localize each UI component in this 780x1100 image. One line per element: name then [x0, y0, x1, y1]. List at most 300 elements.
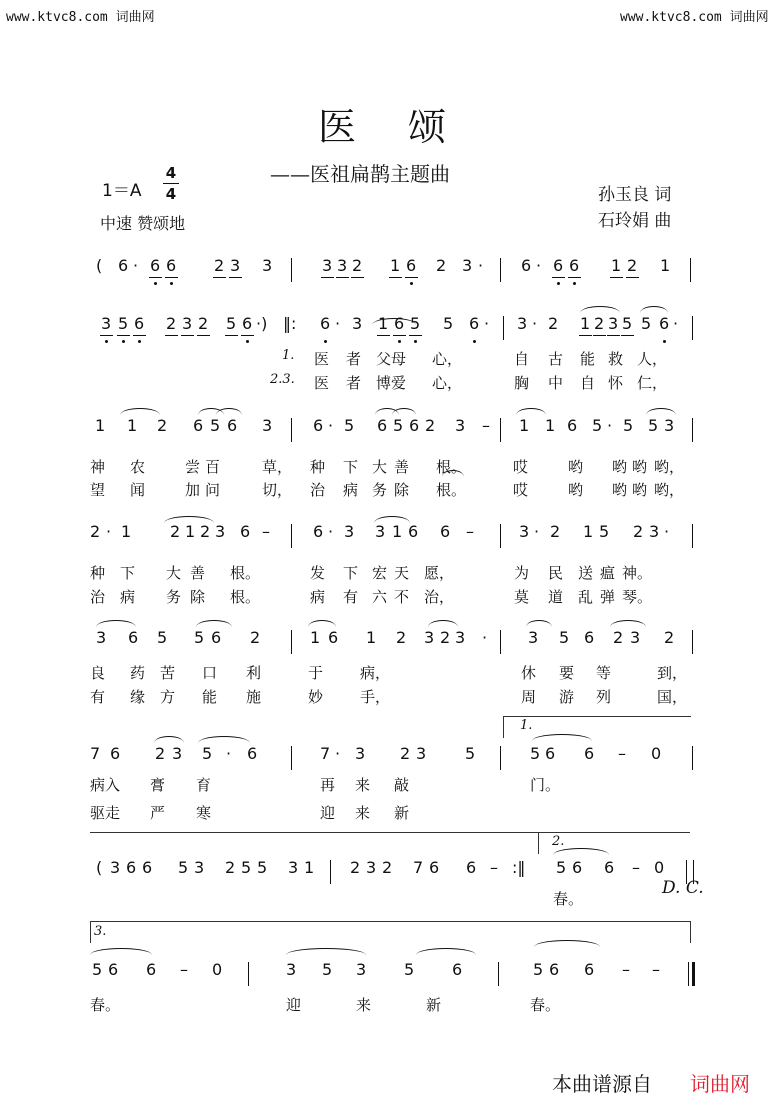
lyric-syllable: 病入: [90, 776, 121, 794]
note: 3: [322, 256, 333, 275]
note: 6: [150, 256, 161, 275]
note: 2: [425, 416, 436, 435]
note: –: [180, 960, 188, 979]
note: (: [96, 256, 103, 275]
slur-mark: [96, 620, 136, 627]
slur-mark: [90, 948, 152, 955]
note: 2: [613, 628, 624, 647]
note: 6: [242, 314, 253, 333]
lower-octave-dot: [557, 282, 560, 285]
eighth-underline: [621, 335, 634, 336]
lyric-syllable: 再: [320, 776, 336, 794]
note: 5: [622, 314, 633, 333]
volta-edge: [690, 921, 691, 943]
volta-line: [90, 921, 690, 922]
lyric-syllable: 哟: [568, 458, 584, 476]
note: ·: [532, 314, 538, 333]
note: 2: [440, 628, 451, 647]
lyric-syllable: 春。: [530, 996, 561, 1014]
slur-mark: [516, 408, 546, 415]
eighth-underline: [133, 335, 146, 336]
lyric-syllable: 闻: [130, 481, 146, 499]
lyric-syllable: 宏: [372, 564, 388, 582]
slur-mark: [372, 318, 416, 325]
lower-octave-dot: [246, 340, 249, 343]
note: ·: [133, 256, 139, 275]
lyric-syllable: 哟: [632, 458, 648, 476]
note: 3: [230, 256, 241, 275]
lyric-syllable: 下: [343, 458, 359, 476]
volta-edge: [538, 832, 539, 854]
note: 1: [378, 314, 389, 333]
lyric-syllable: 新: [394, 804, 410, 822]
note: 5: [443, 314, 454, 333]
lower-octave-dot: [154, 282, 157, 285]
note: 5: [322, 960, 333, 979]
note: 7: [90, 744, 101, 763]
lyric-syllable: 方: [160, 688, 176, 706]
lyric-syllable: 根。: [436, 458, 467, 476]
slur-mark: [416, 948, 476, 955]
lower-octave-dot: [414, 340, 417, 343]
lyric-syllable: 敲: [394, 776, 410, 794]
slur-mark: [646, 408, 676, 415]
eighth-underline: [229, 277, 242, 278]
note: 1: [519, 416, 530, 435]
eighth-underline: [100, 335, 113, 336]
note: –: [466, 522, 474, 541]
lower-octave-dot: [170, 282, 173, 285]
lyric-syllable: 新: [426, 996, 442, 1014]
lyric-syllable: 善: [394, 458, 410, 476]
note: 6: [313, 522, 324, 541]
lyric-syllable: 莫: [514, 588, 530, 606]
note: 3: [528, 628, 539, 647]
lyric-syllable: 妙: [308, 688, 324, 706]
eighth-underline: [626, 277, 639, 278]
note: 3: [288, 858, 299, 877]
lyric-syllable: 药: [130, 664, 146, 682]
note: –: [618, 744, 626, 763]
note: 5: [118, 314, 129, 333]
lyric-syllable: 神。: [622, 564, 653, 582]
eighth-underline: [181, 335, 194, 336]
barline: [692, 524, 693, 548]
note: ·: [534, 522, 540, 541]
note: 6: [211, 628, 222, 647]
note: 6: [521, 256, 532, 275]
note: 2: [90, 522, 101, 541]
note: 2: [627, 256, 638, 275]
note: 3: [194, 858, 205, 877]
note: ·: [482, 628, 488, 647]
eighth-underline: [336, 277, 349, 278]
note: 6: [193, 416, 204, 435]
note: 3: [649, 522, 660, 541]
lyric-syllable: 来: [355, 776, 371, 794]
note: 3: [262, 416, 273, 435]
lyric-syllable: 父母: [376, 350, 407, 368]
eighth-underline: [405, 277, 418, 278]
note: 6: [409, 416, 420, 435]
lyric-syllable: 琴。: [622, 588, 653, 606]
lyric-syllable: 有: [343, 588, 359, 606]
lyric-syllable: 寒: [196, 804, 212, 822]
note: 2: [664, 628, 675, 647]
note: 5: [257, 858, 268, 877]
eighth-underline: [321, 277, 334, 278]
watermark-left: www.ktvc8.com 词曲网: [6, 10, 155, 25]
note: 1: [390, 256, 401, 275]
note: 5: [157, 628, 168, 647]
lyric-syllable: 胸: [514, 374, 530, 392]
note: 3: [462, 256, 473, 275]
lyric-syllable: 哎: [513, 481, 529, 499]
eighth-underline: [351, 277, 364, 278]
note: 3: [664, 416, 675, 435]
note: 1: [660, 256, 671, 275]
time-signature-bottom: 4: [165, 185, 177, 203]
lyric-syllable: 病: [310, 588, 326, 606]
slur-mark: [526, 620, 552, 627]
note: 6: [466, 858, 477, 877]
lyric-syllable: 怀: [608, 374, 624, 392]
note: 2: [550, 522, 561, 541]
eighth-underline: [607, 335, 620, 336]
note: 2: [157, 416, 168, 435]
lyric-syllable: 自: [514, 350, 530, 368]
note: 0: [212, 960, 223, 979]
note: 6: [604, 858, 615, 877]
lyric-syllable: 膏: [150, 776, 166, 794]
note: 5: [226, 314, 237, 333]
note: 2: [250, 628, 261, 647]
note: 2: [350, 858, 361, 877]
note: ·: [335, 744, 341, 763]
eighth-underline: [213, 277, 226, 278]
lower-octave-dot: [410, 282, 413, 285]
lyric-syllable: 为: [514, 564, 530, 582]
barline: [692, 418, 693, 442]
note: 5: [194, 628, 205, 647]
barline: [692, 746, 693, 770]
note: 6: [408, 522, 419, 541]
lyric-syllable: 哟: [612, 481, 628, 499]
lyric-syllable: 国，: [657, 688, 688, 706]
barline: [690, 258, 691, 282]
slur-mark: [392, 408, 416, 415]
note: 3: [517, 314, 528, 333]
barline: [498, 962, 499, 986]
lyric-syllable: 驱走: [90, 804, 121, 822]
note: 6: [567, 416, 578, 435]
note: 3: [352, 314, 363, 333]
lyric-syllable: 除: [394, 481, 410, 499]
eighth-underline: [241, 335, 254, 336]
note: 5: [530, 744, 541, 763]
note: ·: [328, 522, 334, 541]
note: 6: [545, 744, 556, 763]
note: 2: [225, 858, 236, 877]
note: 2: [400, 744, 411, 763]
lower-octave-dot: [473, 340, 476, 343]
note: 6: [142, 858, 153, 877]
lyric-syllable: 中: [548, 374, 564, 392]
lyric-syllable: 到，: [657, 664, 688, 682]
barline: [291, 524, 292, 548]
note: 3: [630, 628, 641, 647]
note: 6: [240, 522, 251, 541]
eighth-underline: [117, 335, 130, 336]
note: 6: [118, 256, 129, 275]
note: 6: [553, 256, 564, 275]
lyric-syllable: 要: [559, 664, 575, 682]
note: 6: [110, 744, 121, 763]
note: 6: [440, 522, 451, 541]
note: 3: [416, 744, 427, 763]
tempo-marking: 中速 赞颂地: [100, 214, 186, 233]
eighth-underline: [610, 277, 623, 278]
lyricist-credit: 孙玉良 词: [598, 185, 672, 205]
lyric-syllable: 心，: [432, 374, 463, 392]
lower-octave-dot: [122, 340, 125, 343]
slur-mark: [580, 306, 620, 313]
watermark-right: www.ktvc8.com 词曲网: [620, 10, 769, 25]
lyric-syllable: 者: [346, 374, 362, 392]
note: 2: [166, 314, 177, 333]
note: 6: [108, 960, 119, 979]
lyric-syllable: 春。: [553, 890, 584, 908]
lyric-syllable: 大: [166, 564, 182, 582]
note: 5: [344, 416, 355, 435]
eighth-underline: [409, 335, 422, 336]
note: 6: [406, 256, 417, 275]
note: 6: [569, 256, 580, 275]
eighth-underline: [165, 335, 178, 336]
lyric-syllable: 哟: [632, 481, 648, 499]
lyric-syllable: 心，: [432, 350, 463, 368]
slur-mark: [164, 516, 214, 523]
lyric-syllable: 有: [90, 688, 106, 706]
lower-octave-dot: [138, 340, 141, 343]
lyric-syllable: 病，: [360, 664, 391, 682]
barline: [291, 746, 292, 770]
lyric-syllable: 望: [90, 481, 106, 499]
lyric-syllable: 周: [521, 688, 537, 706]
lyric-syllable: 天: [394, 564, 410, 582]
key-signature: 1＝A: [102, 181, 142, 201]
note: 6: [584, 960, 595, 979]
slur-mark: [640, 306, 668, 313]
note: 2: [155, 744, 166, 763]
eighth-underline: [225, 335, 238, 336]
slur-mark: [196, 620, 232, 627]
lyric-syllable: 能: [580, 350, 596, 368]
note: 5: [210, 416, 221, 435]
note: 6: [452, 960, 463, 979]
lyric-syllable: 人，: [637, 350, 668, 368]
note: 2: [396, 628, 407, 647]
slur-mark: [532, 734, 592, 741]
slur-mark: [198, 736, 250, 743]
lyric-syllable: 良: [90, 664, 106, 682]
note: 6: [584, 628, 595, 647]
note: 1: [392, 522, 403, 541]
note: 6: [394, 314, 405, 333]
composer-credit: 石玲娟 曲: [598, 211, 672, 231]
note: 6: [659, 314, 670, 333]
verse-number: 1.: [282, 348, 295, 363]
final-barline: [692, 962, 695, 986]
dc-marking: D. C.: [662, 878, 704, 898]
slur-mark: [610, 620, 646, 627]
lyric-syllable: 休: [521, 664, 537, 682]
note: 3: [96, 628, 107, 647]
note: ·: [536, 256, 542, 275]
note: 6: [320, 314, 331, 333]
eighth-underline: [389, 277, 402, 278]
note: 5: [178, 858, 189, 877]
lower-octave-dot: [663, 340, 666, 343]
lyric-syllable: 尝: [185, 458, 201, 476]
note: 6: [584, 744, 595, 763]
slur-mark: [428, 620, 458, 627]
eighth-underline: [197, 335, 210, 336]
eighth-underline: [568, 277, 581, 278]
lyric-syllable: 春。: [90, 996, 121, 1014]
barline: [500, 524, 501, 548]
note: 0: [654, 858, 665, 877]
lyric-syllable: 手，: [360, 688, 391, 706]
lyric-syllable: 苦: [160, 664, 176, 682]
eighth-underline: [149, 277, 162, 278]
lyric-syllable: 大: [372, 458, 388, 476]
lyric-syllable: 发: [310, 564, 326, 582]
note: 3: [355, 744, 366, 763]
volta-number: 2.: [552, 834, 565, 849]
note: 6: [126, 858, 137, 877]
note: 3: [215, 522, 226, 541]
barline: [500, 418, 501, 442]
note: 6: [328, 628, 339, 647]
slur-mark: [216, 408, 242, 415]
note: ·: [226, 744, 232, 763]
note: ‖:: [283, 314, 297, 333]
slur-mark: [286, 948, 366, 955]
barline: [692, 630, 693, 654]
barline: [291, 258, 292, 282]
note: 2: [198, 314, 209, 333]
note: –: [652, 960, 660, 979]
lyric-syllable: 瘟: [600, 564, 616, 582]
note: 1: [127, 416, 138, 435]
lyric-syllable: 病: [343, 481, 359, 499]
note: 1: [366, 628, 377, 647]
note: 6: [377, 416, 388, 435]
note: ·: [328, 416, 334, 435]
note: 3: [455, 416, 466, 435]
lyric-syllable: 务: [166, 588, 182, 606]
lyric-syllable: 根。: [436, 481, 467, 499]
lyric-syllable: 能: [202, 688, 218, 706]
lyric-syllable: 下: [120, 564, 136, 582]
lyric-syllable: 于: [308, 664, 324, 682]
note: 6: [134, 314, 145, 333]
lyric-syllable: 严: [150, 804, 166, 822]
barline: [330, 860, 331, 884]
lyric-syllable: 哟: [568, 481, 584, 499]
note: 3: [424, 628, 435, 647]
lyric-syllable: 古: [548, 350, 564, 368]
lyric-syllable: 弹: [600, 588, 616, 606]
note: –: [262, 522, 270, 541]
note: ·: [664, 522, 670, 541]
note: (: [96, 858, 103, 877]
note: 3: [172, 744, 183, 763]
note: 2: [200, 522, 211, 541]
note: 1: [310, 628, 321, 647]
lyric-syllable: 哎: [513, 458, 529, 476]
note: 2: [548, 314, 559, 333]
lyric-syllable: 送: [578, 564, 594, 582]
note: 3: [182, 314, 193, 333]
note: 6: [313, 416, 324, 435]
lyric-syllable: 仁，: [637, 374, 668, 392]
note: 6: [429, 858, 440, 877]
lyric-syllable: 哟: [612, 458, 628, 476]
lyric-syllable: 神: [90, 458, 106, 476]
slur-mark: [374, 516, 410, 523]
lyric-syllable: 游: [559, 688, 575, 706]
note: 5: [533, 960, 544, 979]
lyric-syllable: 务: [372, 481, 388, 499]
note: 5: [559, 628, 570, 647]
lyric-syllable: 草，: [262, 458, 293, 476]
lyric-syllable: 下: [343, 564, 359, 582]
slur-mark: [120, 408, 160, 415]
note: 3: [608, 314, 619, 333]
note: 5: [404, 960, 415, 979]
lyric-syllable: 哟，: [654, 481, 685, 499]
lyric-syllable: 自: [580, 374, 596, 392]
note: 1: [95, 416, 106, 435]
note: 2: [170, 522, 181, 541]
note: 2: [382, 858, 393, 877]
note: –: [482, 416, 490, 435]
volta-edge: [503, 716, 504, 738]
lyric-syllable: 根。: [230, 564, 261, 582]
note: 1: [304, 858, 315, 877]
note: 1: [185, 522, 196, 541]
lower-octave-dot: [398, 340, 401, 343]
note: 6: [549, 960, 560, 979]
note: ·): [256, 314, 268, 333]
note: 5: [241, 858, 252, 877]
lyric-syllable: 种: [310, 458, 326, 476]
eighth-underline: [377, 335, 390, 336]
slur-mark: [154, 736, 184, 743]
volta-edge: [90, 921, 91, 943]
note: 3: [286, 960, 297, 979]
note: 5: [623, 416, 634, 435]
lyric-syllable: 等: [596, 664, 612, 682]
lyric-syllable: 口: [202, 664, 218, 682]
lyric-syllable: 救: [608, 350, 624, 368]
time-signature-top: 4: [165, 164, 177, 182]
note: 5: [92, 960, 103, 979]
note: 5: [410, 314, 421, 333]
lyric-syllable: 种: [90, 564, 106, 582]
